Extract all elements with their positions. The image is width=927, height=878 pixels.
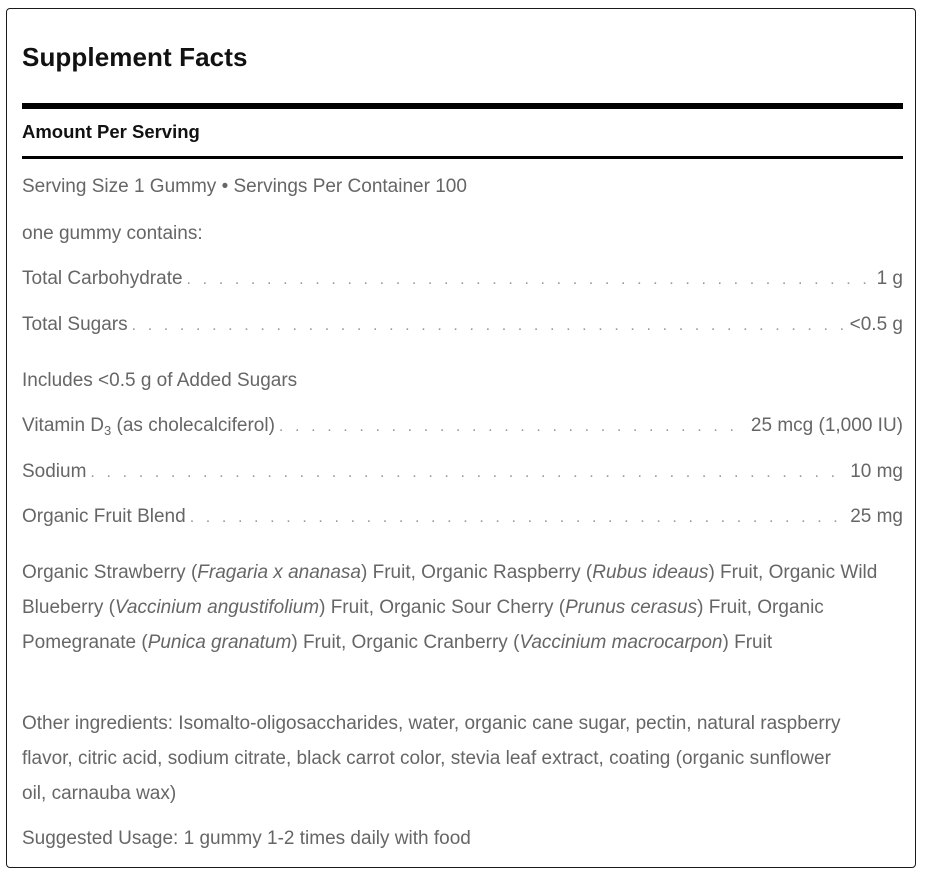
amount-per-serving-heading: Amount Per Serving [22,121,200,142]
nutrient-name: Total Carbohydrate [22,268,183,289]
dot-leader [279,418,747,436]
serving-size-line: Serving Size 1 Gummy • Servings Per Container 100 [22,176,467,197]
botanical-name: Rubus ideaus [592,562,709,583]
nutrient-amount: <0.5 g [849,314,903,335]
nutrient-row-total-sugars [22,314,903,336]
ingredient-text: ) Fruit [722,632,773,653]
nutrient-name: Organic Fruit Blend [22,506,186,527]
nutrient-amount: 1 g [876,268,903,289]
thick-divider [22,103,903,109]
nutrient-row-total-carbohydrate [22,268,903,290]
botanical-name: Vaccinium macrocarpon [519,632,723,653]
nutrient-amount: 10 mg [850,461,903,482]
nutrient-amount: 25 mcg (1,000 IU) [750,415,903,436]
subscript: 3 [104,423,112,438]
nutrient-name: Vitamin $D_3$ (as cholecalciferol) [22,415,275,438]
dot-leader [187,271,873,289]
suggested-usage: Suggested Usage: 1 gummy 1-2 times daily with food [22,828,471,849]
ingredient-text: ) Fruit, Organic Cranberry ( [291,632,520,653]
ingredient-text: ) Fruit, Organic Wild Blueberry ( [22,562,878,618]
nutrient-row-sodium [22,461,903,483]
other-ingredients: Other ingredients: Isomalto-oligosaccharides, water, organic cane sugar, pectin, natural raspberry flavor, citric acid, sodium citrate, black carrot color, stevia leaf extract, coating (organic sunflower oil, carnauba wax) [22,713,841,804]
botanical-name: Punica granatum [147,632,292,653]
dot-leader [132,317,846,335]
botanical-name: Fragaria x ananasa [197,562,361,583]
dot-leader [90,464,846,482]
botanical-name: Prunus cerasus [565,597,698,618]
botanical-name: Vaccinium angustifolium [114,597,320,618]
nutrient-name: Sodium [22,461,87,482]
ingredient-text: Organic Strawberry ( [22,562,198,583]
ingredient-text: ) Fruit, Organic Raspberry ( [361,562,593,583]
nutrient-row-organic-fruit-blend [22,506,903,528]
contains-line: one gummy contains: [22,223,203,244]
ingredient-text: ) Fruit, Organic Sour Cherry ( [319,597,566,618]
nutrient-amount: 25 mg [850,506,903,527]
dot-leader [190,509,847,527]
thin-divider [22,156,903,159]
added-sugars-line: Includes <0.5 g of Added Sugars [22,370,298,391]
fruit-blend-components [22,555,912,660]
panel-title: Supplement Facts [22,42,248,72]
nutrient-name: Total Sugars [22,314,128,335]
nutrient-row-vitamin-d3 [22,415,903,437]
ingredient-text: ) Fruit, Organic Pomegranate ( [22,597,824,653]
